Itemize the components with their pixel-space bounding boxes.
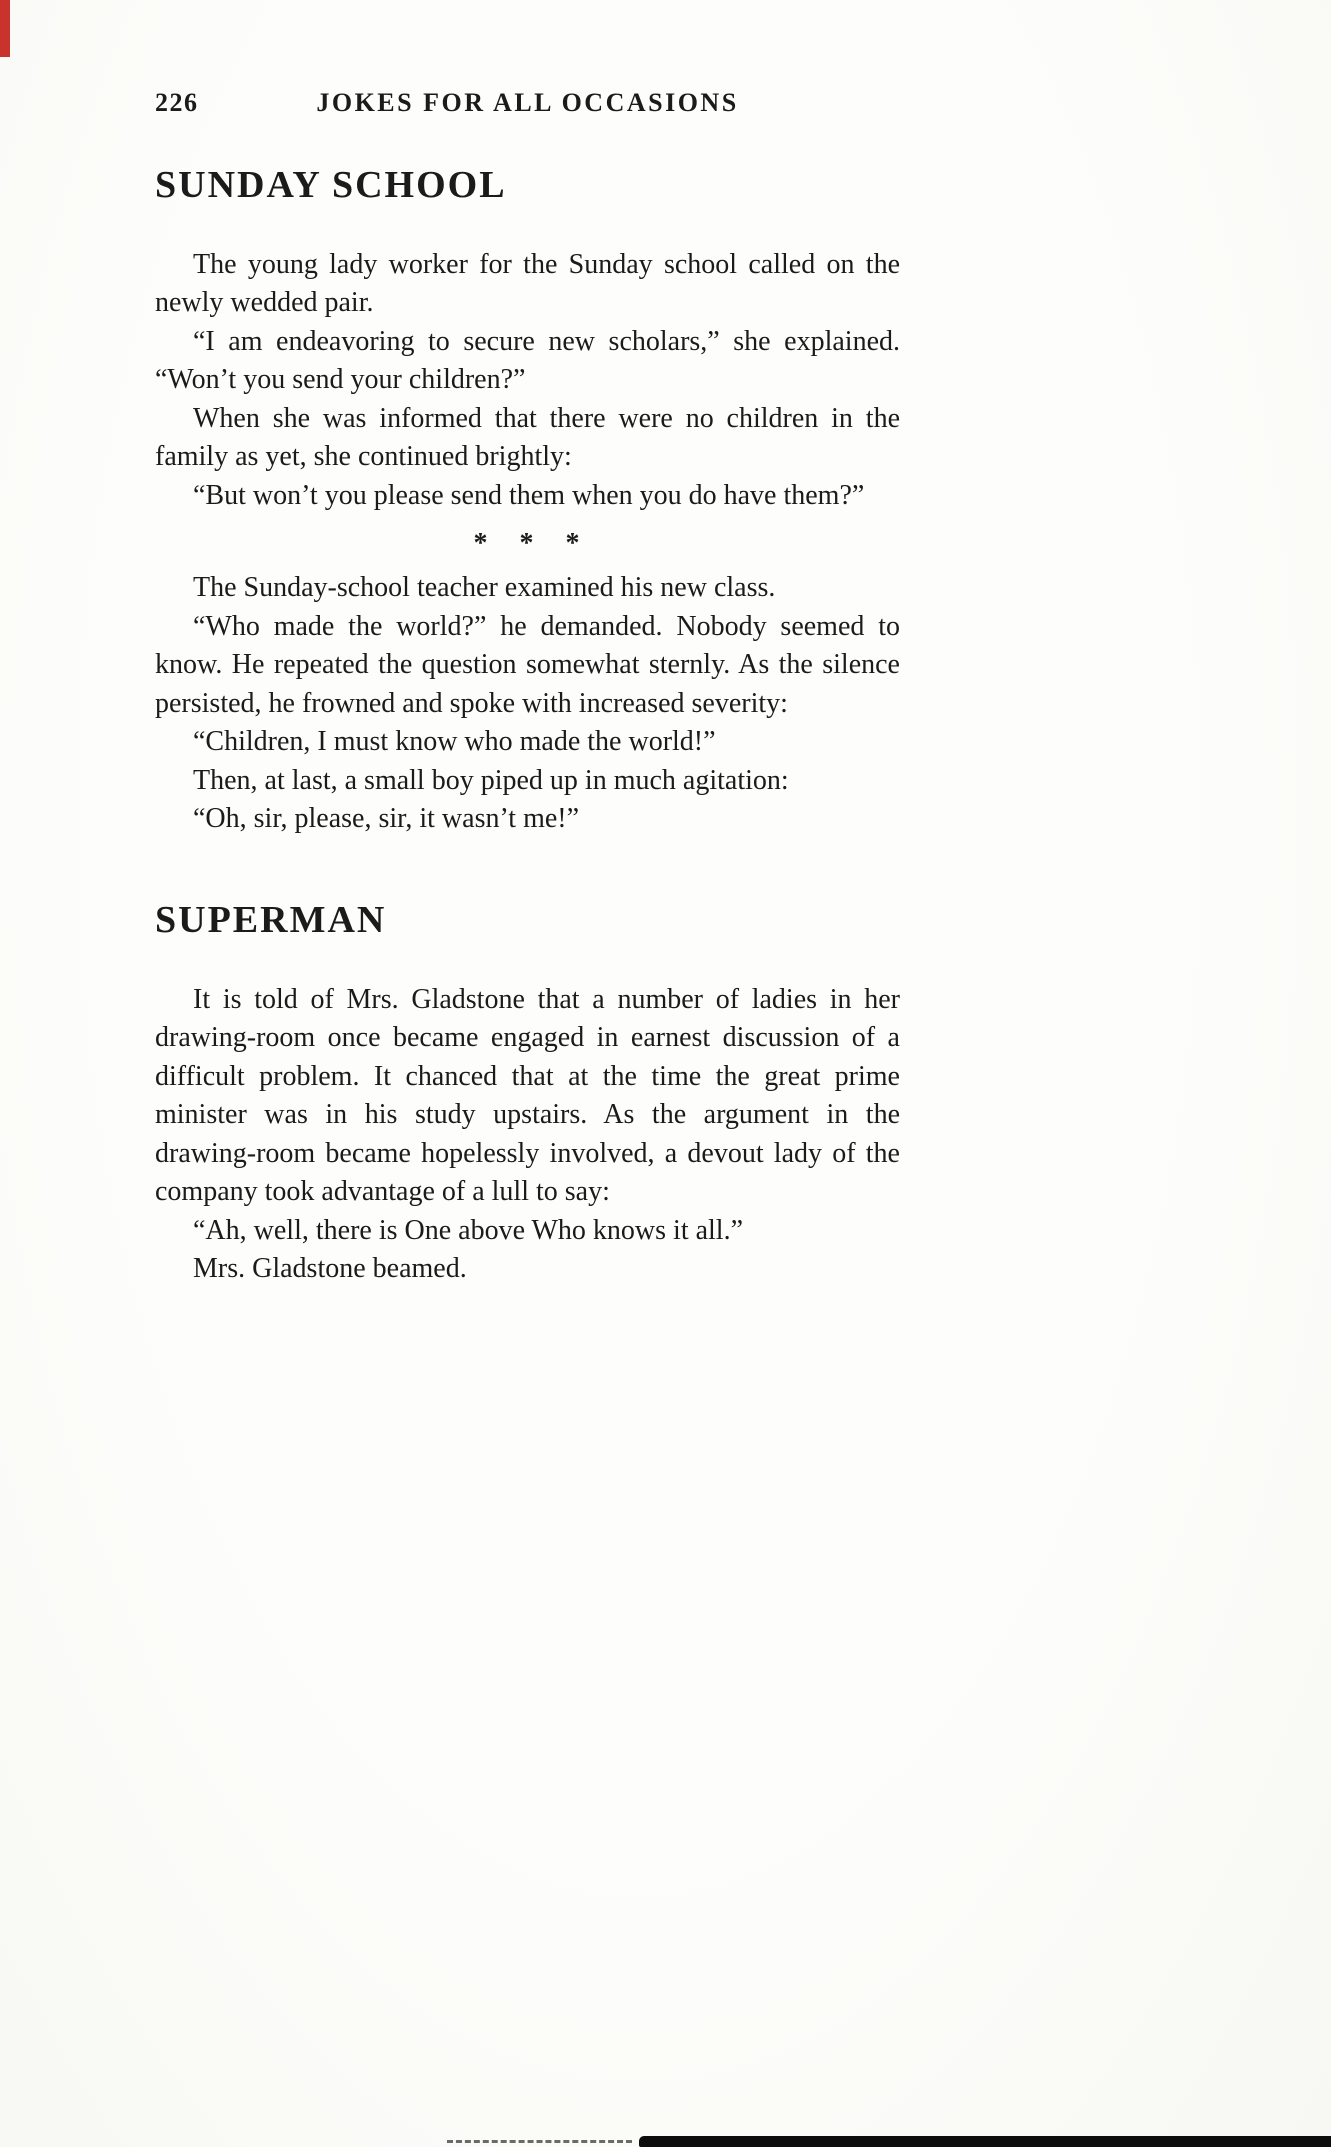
section-heading-sunday-school: SUNDAY SCHOOL xyxy=(155,164,507,206)
paragraph: “Children, I must know who made the world!” xyxy=(193,726,716,758)
scan-artifact-bottom-bar xyxy=(639,2136,1331,2147)
paragraph: Then, at last, a small boy piped up in much agitation: xyxy=(193,764,789,796)
scan-artifact-dashes xyxy=(447,2140,632,2143)
asterisk-separator: * * * xyxy=(473,528,582,560)
paragraph: “Ah, well, there is One above Who knows it all.” xyxy=(193,1214,744,1246)
running-title: JOKES FOR ALL OCCASIONS xyxy=(316,88,739,117)
paragraph: The Sunday-school teacher examined his new class. xyxy=(193,572,776,604)
section-heading-superman: SUPERMAN xyxy=(155,898,387,941)
paragraph: “But won’t you please send them when you do have them?” xyxy=(193,479,865,511)
page-content xyxy=(0,0,900,1289)
running-head xyxy=(155,88,900,122)
paragraph: The young lady worker for the Sunday school called on the newly wedded pair. xyxy=(155,248,900,319)
paragraph: It is told of Mrs. Gladstone that a number of ladies in her drawing-room once became engaged in earnest discussion of a difficult problem. It chanced that at the time the great prime minister was in his study upstairs. As the argument in the drawing-room became hopelessly involved, a devout lady of the company took advantage of a lull to say: xyxy=(155,983,900,1208)
paragraph: When she was informed that there were no children in the family as yet, she continued brightly: xyxy=(155,402,900,473)
paragraph: “I am endeavoring to secure new scholars,” she explained. “Won’t you send your children?” xyxy=(155,325,900,396)
paragraph: Mrs. Gladstone beamed. xyxy=(193,1253,467,1285)
text-column xyxy=(155,88,900,1289)
paragraph: “Oh, sir, please, sir, it wasn’t me!” xyxy=(193,803,580,835)
page-number: 226 xyxy=(155,88,199,117)
paragraph: “Who made the world?” he demanded. Nobody seemed to know. He repeated the question somewhat sternly. As the silence persisted, he frowned and spoke with increased severity: xyxy=(155,610,900,719)
